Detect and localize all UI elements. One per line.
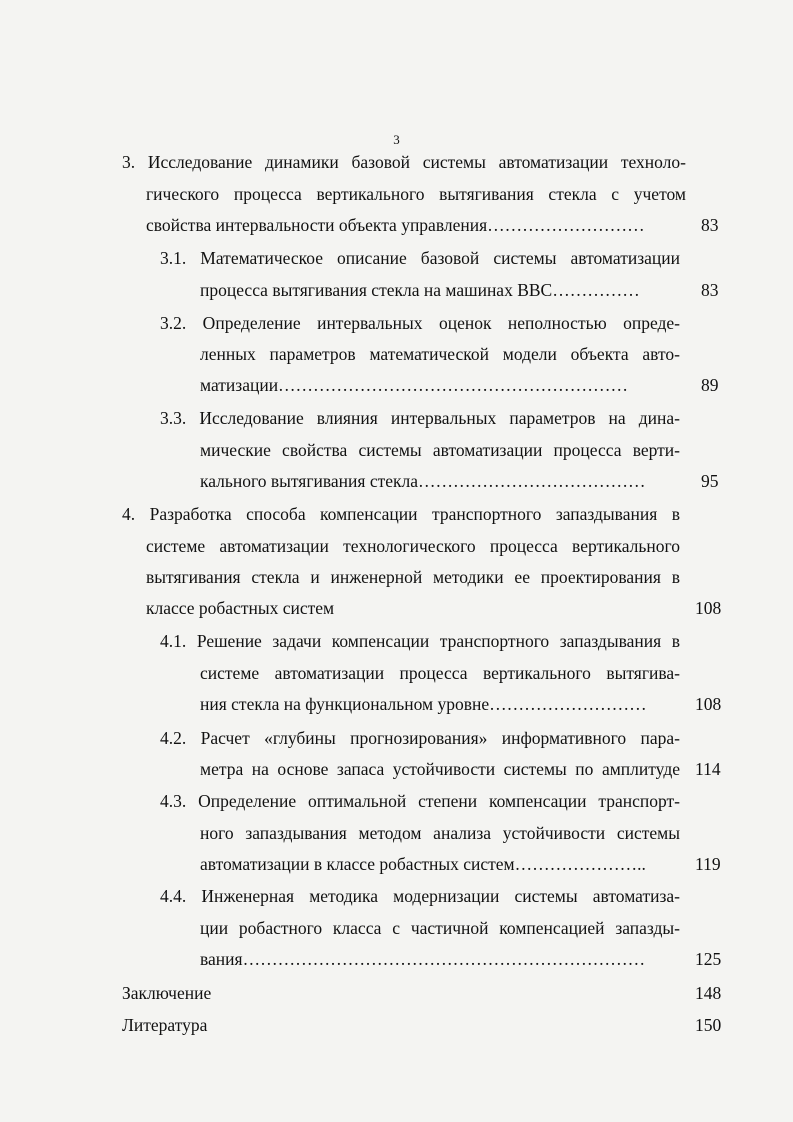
toc-entry-3-1-page: 83 [701,280,719,300]
toc-entry-3-2-line-1: 3.2. Определение интервальных оценок неполностью опреде- [160,313,680,333]
toc-entry-4-4-line-2: ции робастного класса с частичной компенсацией запазды- [200,918,680,938]
toc-entry-4-4-line-1: 4.4. Инженерная методика модернизации системы автоматиза- [160,886,680,906]
toc-entry-3-line-3: свойства интервальности объекта управления……………………… [146,215,645,235]
toc-entry-3-3-line-1: 3.3. Исследование влияния интервальных параметров на дина- [160,408,680,428]
toc-entry-3-1-line-2: процесса вытягивания стекла на машинах ВВС…………… [200,280,640,300]
page-number: 3 [393,132,400,147]
toc-entry-4-2-page: 114 [695,759,721,779]
toc-entry-4-page: 108 [695,598,722,618]
toc-entry-3-page: 83 [701,215,719,235]
toc-entry-4-3-line-3: автоматизации в классе робастных систем………………….. [200,854,646,874]
toc-entry-3-3-page: 95 [701,471,719,491]
toc-entry-3-2-line-2: ленных параметров математической модели объекта авто- [200,344,680,364]
toc-entry-3-3-line-3: кального вытягивания стекла………………………………… [200,471,646,491]
toc-entry-4-4-line-3: вания…………………………………………………………… [200,949,646,969]
toc-entry-4-line-4: классе робастных систем [146,598,335,618]
toc-entry-literature-page: 150 [695,1015,722,1035]
toc-entry-3-line-2: гического процесса вертикального вытягивания стекла с учетом [146,184,686,204]
toc-entry-4-line-2: системе автоматизации технологического процесса вертикального [146,536,680,556]
toc-entry-4-line-1: 4. Разработка способа компенсации транспортного запаздывания в [122,504,680,524]
toc-entry-3-2-line-3: матизации…………………………………………………… [200,375,629,395]
toc-entry-4-3-line-2: ного запаздывания методом анализа устойчивости системы [200,823,680,843]
toc-entry-4-3-page: 119 [695,854,721,874]
toc-entry-4-1-page: 108 [695,694,722,714]
toc-entry-3-3-line-2: мические свойства системы автоматизации процесса верти- [200,440,680,460]
toc-entry-4-4-page: 125 [695,949,722,969]
toc-entry-4-2-line-1: 4.2. Расчет «глубины прогнозирования» информативного пара- [160,728,680,748]
toc-entry-3-line-1: 3. Исследование динамики базовой системы автоматизации техноло- [122,152,686,172]
toc-entry-4-1-line-1: 4.1. Решение задачи компенсации транспортного запаздывания в [160,631,680,651]
toc-entry-4-3-line-1: 4.3. Определение оптимальной степени компенсации транспорт- [160,791,680,811]
toc-entry-3-1-line-1: 3.1. Математическое описание базовой системы автоматизации [160,248,680,268]
toc-entry-4-1-line-3: ния стекла на функциональном уровне……………………… [200,694,647,714]
toc-entry-conclusion-page: 148 [695,983,722,1003]
toc-entry-4-1-line-2: системе автоматизации процесса вертикального вытягива- [200,663,680,683]
toc-entry-literature-label: Литература [122,1015,208,1035]
toc-entry-4-2-line-2: метра на основе запаса устойчивости системы по амплитуде [200,759,680,779]
toc-entry-conclusion-label: Заключение [122,983,212,1003]
toc-entry-4-line-3: вытягивания стекла и инженерной методики ее проектирования в [146,567,680,587]
toc-entry-3-2-page: 89 [701,375,719,395]
